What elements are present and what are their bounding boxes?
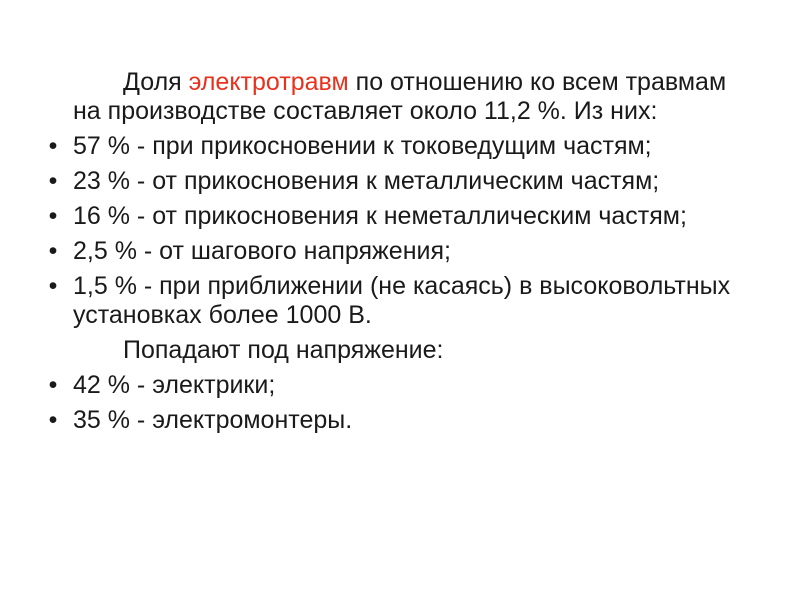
list-item-text: 57 % - при прикосновении к токоведущим частям;: [73, 132, 652, 160]
bullet-icon: •: [48, 237, 58, 265]
list-item: [48, 272, 760, 330]
bullet-icon: •: [48, 371, 58, 399]
subheading: Попадают под напряжение:: [123, 336, 444, 364]
list-item-text: 23 % - от прикосновения к металлическим частям;: [73, 167, 660, 195]
list-item: [48, 167, 760, 196]
list-item-text: 1,5 % - при приближении (не касаясь) в высоковольтных установках более 1000 В.: [73, 272, 731, 329]
bullet-icon: •: [48, 132, 58, 160]
bullet-icon: •: [48, 272, 58, 300]
list-item: [48, 132, 760, 161]
list-item: [48, 202, 760, 231]
list-item: [48, 237, 760, 266]
list-item-text: 16 % - от прикосновения к неметаллическим частям;: [73, 202, 687, 230]
intro-prefix: Доля: [123, 68, 189, 96]
bullet-icon: •: [48, 202, 58, 230]
bullet-icon: •: [48, 406, 58, 434]
bullet-icon: •: [48, 167, 58, 195]
intro-suffix: по отношению ко всем травмам на производстве составляет около 11,2 %. Из них:: [73, 68, 727, 125]
list-item: [48, 371, 760, 400]
groups-list: [48, 371, 760, 435]
intro-highlight: электротравм: [188, 68, 349, 96]
intro-paragraph: [73, 68, 760, 126]
list-item-text: 35 % - электромонтеры.: [73, 406, 353, 434]
causes-list: [48, 132, 760, 330]
list-item-text: 42 % - электрики;: [73, 371, 276, 399]
list-item-text: 2,5 % - от шагового напряжения;: [73, 237, 451, 265]
list-item: [48, 406, 760, 435]
